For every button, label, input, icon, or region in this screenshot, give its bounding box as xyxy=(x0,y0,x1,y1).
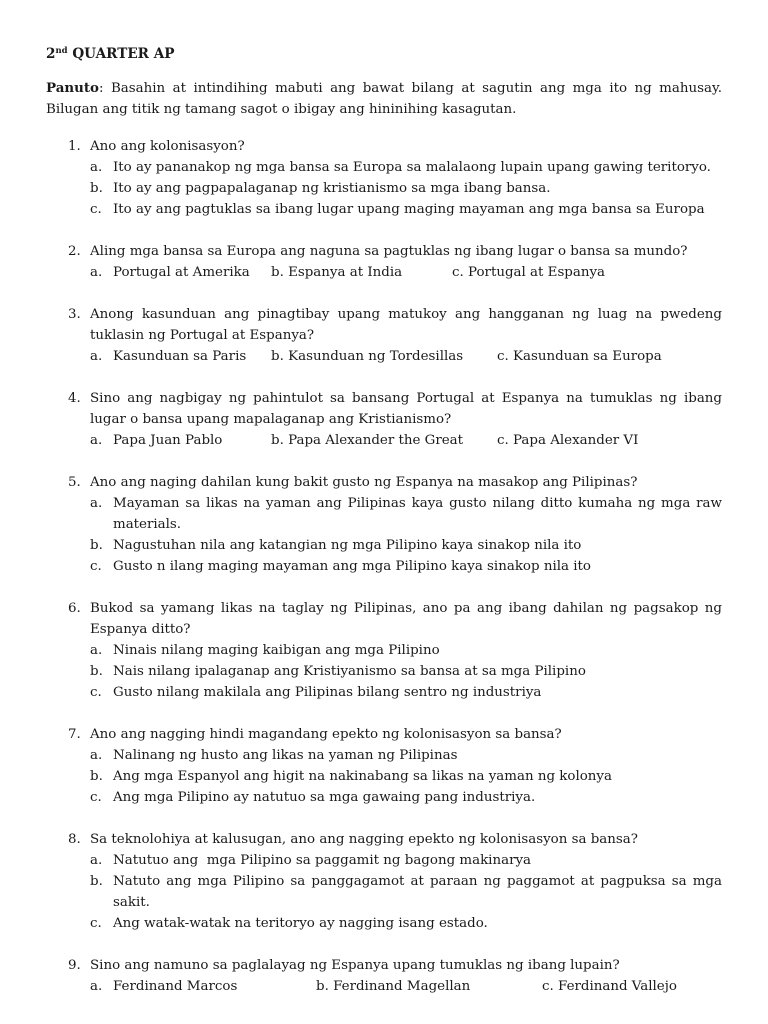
choice-letter: a. xyxy=(90,748,103,763)
choice-letter: b. xyxy=(90,874,103,889)
choice-b[interactable]: b. Papa Alexander the Great xyxy=(271,433,464,448)
question-text: Sino ang nagbigay ng pahintulot sa bansang Portugal at Espanya na tumuklas ng ibang lugar o bansa upang mapalaganap ang Kristianismo? xyxy=(90,391,722,427)
choice-a[interactable]: Papa Juan Pablo xyxy=(113,433,223,448)
choice-text: Mayaman sa likas na yaman ang Pilipinas kaya gusto nilang ditto kumaha ng mga raw materials. xyxy=(113,496,722,532)
worksheet-page xyxy=(46,44,722,1018)
choice-letter: a. xyxy=(90,349,103,364)
choice-letter: a. xyxy=(90,433,103,448)
choice-a[interactable] xyxy=(90,157,722,178)
question-number: 6. xyxy=(68,601,81,616)
choice-list xyxy=(90,640,722,703)
question-text: Anong kasunduan ang pinagtibay upang matukoy ang hangganan ng luag na pwedeng tuklasin ng Portugal at Espanya? xyxy=(90,307,722,343)
choice-letter: c. xyxy=(90,559,102,574)
choice-letter: c. xyxy=(90,685,102,700)
choice-b[interactable] xyxy=(90,661,722,682)
question-2 xyxy=(46,241,722,283)
choice-letter: a. xyxy=(90,496,103,511)
question-number: 7. xyxy=(68,727,81,742)
choice-letter: a. xyxy=(90,979,103,994)
choice-row xyxy=(90,346,722,367)
choice-b[interactable] xyxy=(90,766,722,787)
choice-letter: b. xyxy=(90,181,103,196)
choice-text: Natutuo ang mga Pilipino sa paggamit ng bagong makinarya xyxy=(113,853,532,868)
question-9 xyxy=(46,955,722,997)
choice-row xyxy=(90,430,722,451)
choice-c[interactable]: c. Portugal at Espanya xyxy=(452,265,606,280)
instructions xyxy=(46,78,722,120)
choice-letter: a. xyxy=(90,265,103,280)
choice-a[interactable] xyxy=(90,850,722,871)
choice-list xyxy=(90,493,722,577)
question-text: Bukod sa yamang likas na taglay ng Pilipinas, ano pa ang ibang dahilan ng pagsakop ng Espanya ditto? xyxy=(90,601,722,637)
choice-c[interactable] xyxy=(90,787,722,808)
choice-text: Nais nilang ipalaganap ang Kristiyanismo sa bansa at sa mga Pilipino xyxy=(113,664,586,679)
choice-c[interactable]: c. Kasunduan sa Europa xyxy=(497,349,662,364)
choice-c[interactable]: c. Ferdinand Vallejo xyxy=(542,979,677,994)
choice-text: Ninais nilang maging kaibigan ang mga Pilipino xyxy=(113,643,440,658)
question-7 xyxy=(46,724,722,808)
choice-text: Ang mga Pilipino ay natutuo sa mga gawaing pang industriya. xyxy=(113,790,536,805)
instructions-label: Panuto xyxy=(46,80,99,96)
choice-c[interactable]: c. Papa Alexander VI xyxy=(497,433,639,448)
question-text: Sa teknolohiya at kalusugan, ano ang nagging epekto ng kolonisasyon sa bansa? xyxy=(90,832,638,847)
question-4 xyxy=(46,388,722,451)
choice-c[interactable] xyxy=(90,682,722,703)
choice-c[interactable] xyxy=(90,199,722,220)
question-3 xyxy=(46,304,722,367)
choice-c[interactable] xyxy=(90,913,722,934)
choice-letter: a. xyxy=(90,643,103,658)
choice-a[interactable] xyxy=(90,640,722,661)
choice-text: Nagustuhan nila ang katangian ng mga Pilipino kaya sinakop nila ito xyxy=(113,538,582,553)
choice-b[interactable]: b. Kasunduan ng Tordesillas xyxy=(271,349,464,364)
choice-a[interactable]: Kasunduan sa Paris xyxy=(113,349,247,364)
question-text: Ano ang naging dahilan kung bakit gusto ng Espanya na masakop ang Pilipinas? xyxy=(90,475,638,490)
choice-list xyxy=(90,157,722,220)
choice-b[interactable]: b. Ferdinand Magellan xyxy=(316,979,471,994)
choice-letter: b. xyxy=(90,769,103,784)
choice-a[interactable]: Portugal at Amerika xyxy=(113,265,250,280)
page-title xyxy=(46,44,722,64)
question-5 xyxy=(46,472,722,577)
instructions-text: : Basahin at intindihing mabuti ang bawat bilang at sagutin ang mga ito ng mahusay. Bilugan ang titik ng tamang sagot o ibigay ang hininihing kasagutan. xyxy=(46,81,722,117)
choice-text: Nalinang ng husto ang likas na yaman ng Pilipinas xyxy=(113,748,458,763)
choice-letter: b. xyxy=(90,664,103,679)
question-8 xyxy=(46,829,722,934)
choice-list xyxy=(90,850,722,934)
choice-text: Ang watak-watak na teritoryo ay nagging isang estado. xyxy=(113,916,488,931)
question-6 xyxy=(46,598,722,703)
question-number: 5. xyxy=(68,475,81,490)
choice-letter: a. xyxy=(90,853,103,868)
question-text: Aling mga bansa sa Europa ang naguna sa pagtuklas ng ibang lugar o bansa sa mundo? xyxy=(90,244,688,259)
choice-b[interactable] xyxy=(90,178,722,199)
choice-row xyxy=(90,976,722,997)
question-number: 8. xyxy=(68,832,81,847)
choice-letter: b. xyxy=(90,538,103,553)
choice-row xyxy=(90,262,722,283)
choice-text: Ito ay ang pagpapalaganap ng kristianismo sa mga ibang bansa. xyxy=(113,181,551,196)
question-number: 3. xyxy=(68,307,81,322)
choice-a[interactable]: Ferdinand Marcos xyxy=(113,979,238,994)
question-number: 9. xyxy=(68,958,81,973)
choice-text: Natuto ang mga Pilipino sa panggagamot at paraan ng paggamot at pagpuksa sa mga sakit. xyxy=(113,874,722,910)
choice-text: Ito ay pananakop ng mga bansa sa Europa sa malalaong lupain upang gawing teritoryo. xyxy=(113,160,711,175)
choice-text: Gusto nilang makilala ang Pilipinas bilang sentro ng industriya xyxy=(113,685,542,700)
choice-letter: a. xyxy=(90,160,103,175)
question-text: Sino ang namuno sa paglalayag ng Espanya upang tumuklas ng ibang lupain? xyxy=(90,958,620,973)
title-superscript: nd xyxy=(55,46,68,56)
choice-letter: c. xyxy=(90,790,102,805)
question-number: 2. xyxy=(68,244,81,259)
question-text: Ano ang nagging hindi magandang epekto ng kolonisasyon sa bansa? xyxy=(90,727,562,742)
title-text: QUARTER AP xyxy=(67,46,175,62)
choice-text: Ang mga Espanyol ang higit na nakinabang sa likas na yaman ng kolonya xyxy=(113,769,612,784)
choice-b[interactable]: b. Espanya at India xyxy=(271,265,403,280)
choice-a[interactable] xyxy=(90,493,722,535)
choice-c[interactable] xyxy=(90,556,722,577)
title-number: 2 xyxy=(46,46,56,62)
question-1 xyxy=(46,136,722,220)
choice-list xyxy=(90,745,722,808)
choice-a[interactable] xyxy=(90,745,722,766)
question-text: Ano ang kolonisasyon? xyxy=(90,139,245,154)
choice-b[interactable] xyxy=(90,871,722,913)
choice-text: Ito ay ang pagtuklas sa ibang lugar upang maging mayaman ang mga bansa sa Europa xyxy=(113,202,705,217)
choice-letter: c. xyxy=(90,916,102,931)
question-number: 1. xyxy=(68,139,81,154)
choice-letter: c. xyxy=(90,202,102,217)
choice-b[interactable] xyxy=(90,535,722,556)
question-number: 4. xyxy=(68,391,81,406)
choice-text: Gusto n ilang maging mayaman ang mga Pilipino kaya sinakop nila ito xyxy=(113,559,591,574)
